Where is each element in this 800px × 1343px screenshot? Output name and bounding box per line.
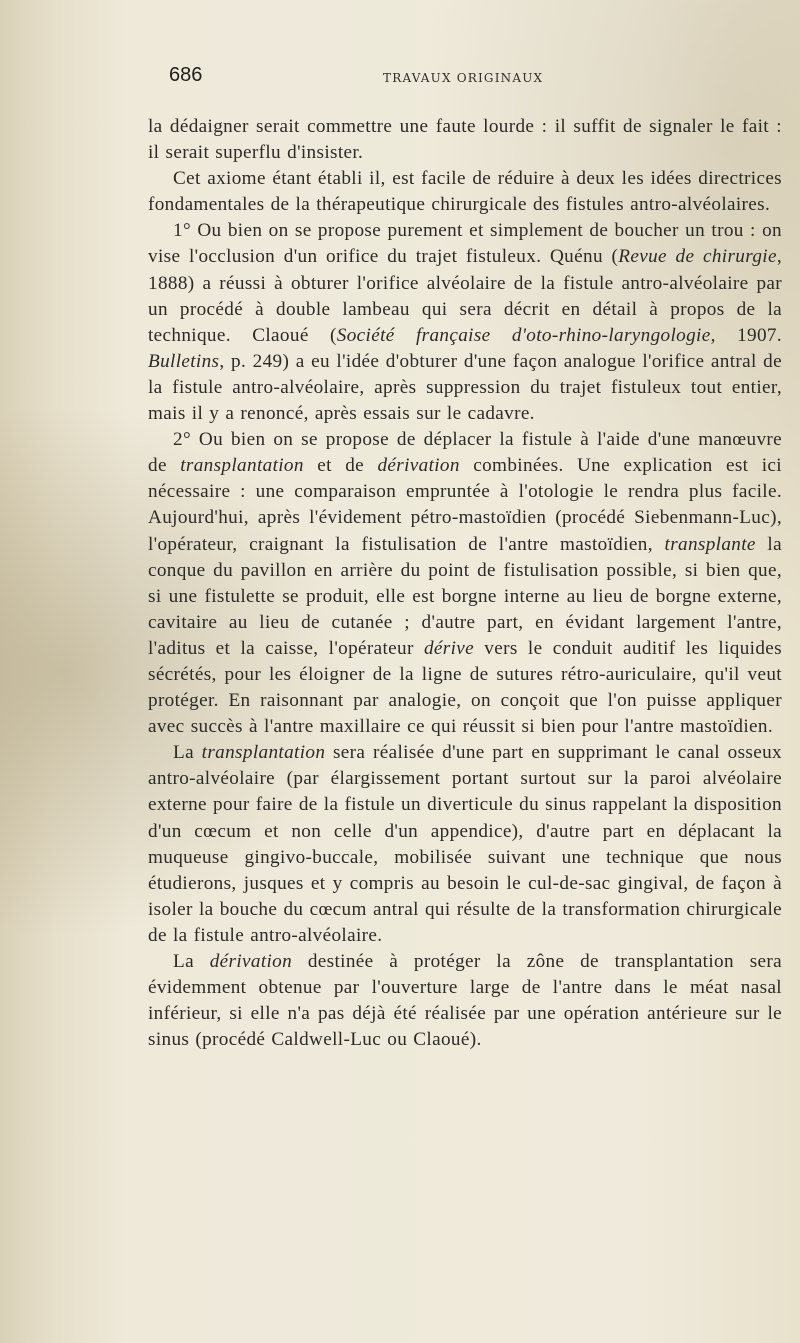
paragraph	[148, 949, 782, 1053]
italic-citation: Revue de chirurgie	[618, 246, 777, 268]
text-run: sera réalisée d'une part en supprimant le canal osseux antro-alvéolaire (par élargissement portant surtout sur la paroi alvéolaire externe pour faire de la fistule un diverticule du sinus rappelant la disposition d'un cœcum et non celle d'un appendice), d'autre part en déplacant la muqueuse gingivo-buccale, mobilisée suivant une technique que nous étudierons, jusques et y compris au besoin le cul-de-sac gingival, de façon à isoler la bouche du cœcum antral qui résulte de la transformation chirurgicale de la fistule antro-alvéolaire.	[148, 742, 782, 946]
paragraph	[148, 166, 782, 218]
italic-term: dérivation	[209, 951, 293, 972]
paragraph	[148, 740, 782, 949]
italic-term: dérive	[423, 637, 475, 659]
italic-term: dérivation	[377, 455, 460, 477]
paragraph	[148, 218, 782, 427]
italic-term: transplante	[664, 533, 756, 555]
text-run: La	[173, 742, 202, 764]
text-run: la dédaigner serait commettre une faute lourde : il suffit de signaler le fait : il serait superflu d'insister.	[148, 116, 782, 164]
text-run: 2° Ou bien on se propose de déplacer la fistule à l'aide d'une manœuvre de	[148, 429, 782, 477]
body-text	[148, 114, 782, 1053]
italic-term: transplantation	[180, 455, 304, 477]
text-run: , 1888) a réussi à obturer l'orifice alvéolaire de la fistule antro-alvéolaire par un procédé à double lambeau qui sera décrit en détail à propos de la technique. Claoué (	[148, 246, 782, 346]
text-run: vers le conduit auditif les liquides sécrétés, pour les éloigner de la ligne de sutures rétro-auriculaire, qu'il veut protéger. En raisonnant par analogie, on conçoit que l'on puisse appliquer avec succès à l'antre maxillaire ce qui réussit si bien pour l'antre mastoïdien.	[148, 637, 782, 738]
italic-citation: Société française d'oto-rhino-laryngologie	[336, 324, 711, 346]
paragraph	[148, 427, 782, 740]
running-title: TRAVAUX ORIGINAUX	[383, 71, 544, 85]
text-run: La	[173, 951, 210, 972]
text-run: 1° Ou bien on se propose purement et simplement de boucher un trou : on vise l'occlusion d'un orifice du trajet fistuleux. Quénu (	[148, 220, 782, 268]
page-number: 686	[169, 64, 203, 86]
text-run: la conque du pavillon en arrière du point de fistulisation possible, si bien que, si une fistulette se produit, elle est borgne interne au lieu de borgne externe, cavitaire au lieu de cutanée ; d'autre part, en évidant largement l'antre, l'aditus et la caisse, l'opérateur	[148, 533, 782, 659]
italic-citation: Bulletins	[148, 350, 220, 372]
italic-term: transplantation	[201, 742, 326, 764]
text-run: Cet axiome étant établi il, est facile de réduire à deux les idées directrices fondamentales de la thérapeutique chirurgicale des fistules antro-alvéolaires.	[148, 168, 782, 216]
text-run: , 1907.	[710, 324, 782, 346]
text-run: destinée à protéger la zône de transplantation sera évidemment obtenue par l'ouverture large de l'antre dans le méat nasal inférieur, si elle n'a pas déjà été réalisée par une opération antérieure sur le sinus (procédé Caldwell-Luc ou Claoué).	[148, 951, 782, 1051]
text-run: et de	[303, 455, 378, 477]
paragraph	[148, 114, 782, 166]
running-head	[163, 64, 783, 94]
text-run: combinées. Une explication est ici nécessaire : une comparaison empruntée à l'otologie le rendra plus facile. Aujourd'hui, après l'évidement pétro-mastoïdien (procédé Siebenmann-Luc), l'opérateur, craignant la fistulisation de l'antre mastoïdien,	[148, 455, 782, 555]
text-run: , p. 249) a eu l'idée d'obturer d'une façon analogue l'orifice antral de la fistule antro-alvéolaire, après suppression du trajet fistuleux tout entier, mais il y a renoncé, après essais sur le cadavre.	[148, 350, 782, 425]
